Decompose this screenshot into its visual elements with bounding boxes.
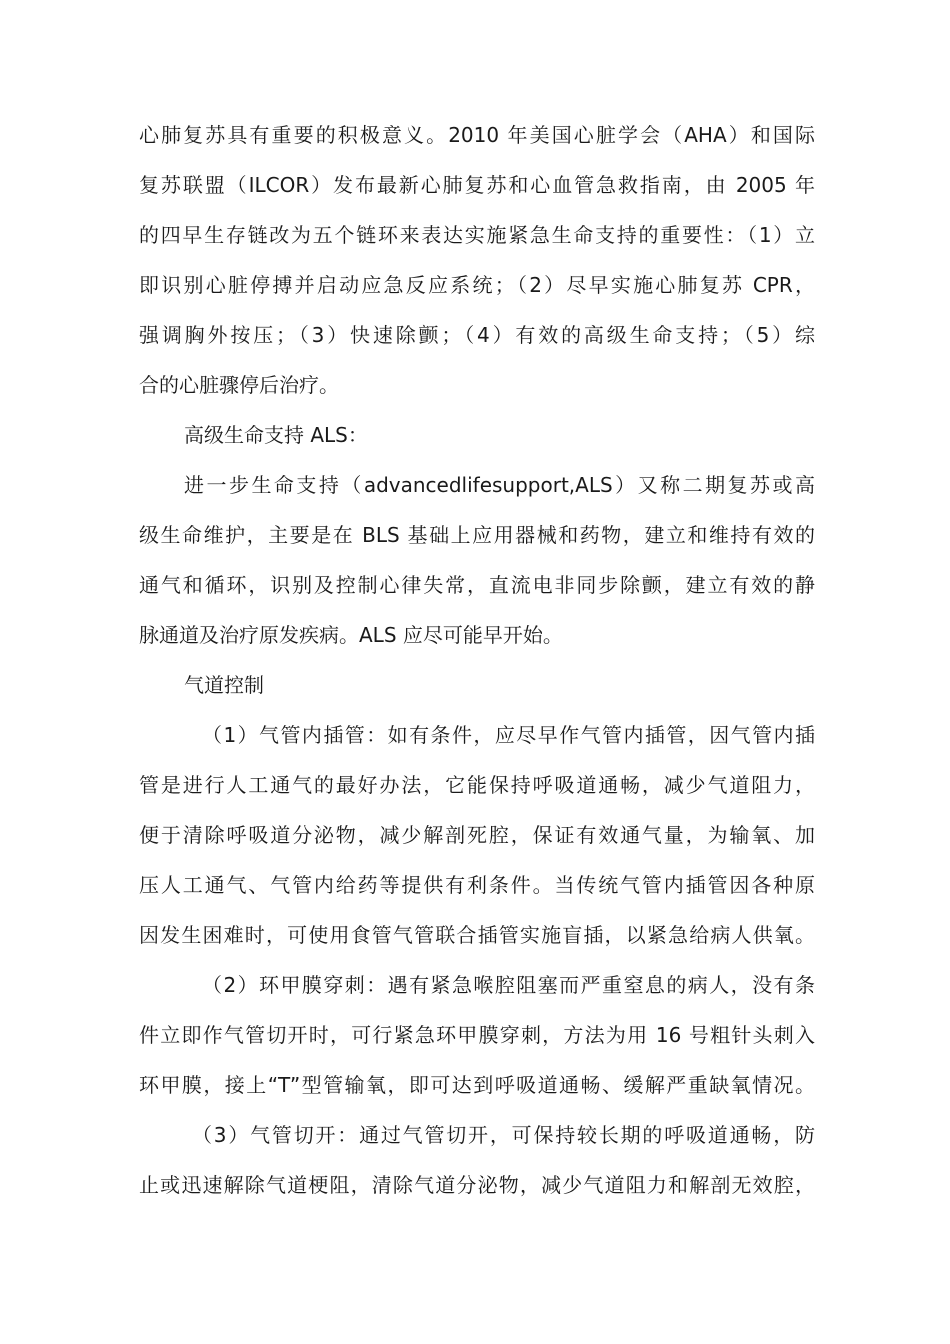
text-line: 即识别心脏停搏并启动应急反应系统；（2）尽早实施心肺复苏 CPR，	[139, 273, 815, 297]
text-line: （3）气管切开：通过气管切开，可保持较长期的呼吸道通畅，防	[192, 1123, 815, 1147]
text-line: 环甲膜，接上“T”型管输氧，即可达到呼吸道通畅、缓解严重缺氧情况。	[139, 1073, 815, 1097]
text-line: 件立即作气管切开时，可行紧急环甲膜穿刺，方法为用 16 号粗针头刺入	[139, 1023, 815, 1047]
text-line: （2）环甲膜穿刺：遇有紧急喉腔阻塞而严重窒息的病人，没有条	[202, 973, 815, 997]
section-heading: 高级生命支持 ALS：	[184, 423, 368, 447]
subsection-heading: 气道控制	[184, 673, 264, 697]
text-line: 心肺复苏具有重要的积极意义。2010 年美国心脏学会（AHA）和国际	[139, 123, 815, 147]
text-line: 便于清除呼吸道分泌物，减少解剖死腔，保证有效通气量，为输氧、加	[139, 823, 815, 847]
text-line: 复苏联盟（ILCOR）发布最新心肺复苏和心血管急救指南，由 2005 年	[139, 173, 815, 197]
text-line: 管是进行人工通气的最好办法，它能保持呼吸道通畅，减少气道阻力，	[139, 773, 815, 797]
text-line: 通气和循环，识别及控制心律失常，直流电非同步除颤，建立有效的静	[139, 573, 815, 597]
text-line: 因发生困难时，可使用食管气管联合插管实施盲插，以紧急给病人供氧。	[139, 923, 815, 947]
text-line: 止或迅速解除气道梗阻，清除气道分泌物，减少气道阻力和解剖无效腔，	[139, 1173, 815, 1197]
text-line: 进一步生命支持（advancedlifesupport,ALS）又称二期复苏或高	[184, 473, 815, 497]
text-line: 的四早生存链改为五个链环来表达实施紧急生命支持的重要性：（1）立	[139, 223, 815, 247]
text-line: 强调胸外按压；（3）快速除颤；（4）有效的高级生命支持；（5）综	[139, 323, 815, 347]
text-line: （1）气管内插管：如有条件，应尽早作气管内插管，因气管内插	[202, 723, 815, 747]
text-line: 级生命维护，主要是在 BLS 基础上应用器械和药物，建立和维持有效的	[139, 523, 815, 547]
text-line: 合的心脏骤停后治疗。	[139, 373, 339, 397]
text-line: 脉通道及治疗原发疾病。ALS 应尽可能早开始。	[139, 623, 563, 647]
text-line: 压人工通气、气管内给药等提供有利条件。当传统气管内插管因各种原	[139, 873, 815, 897]
